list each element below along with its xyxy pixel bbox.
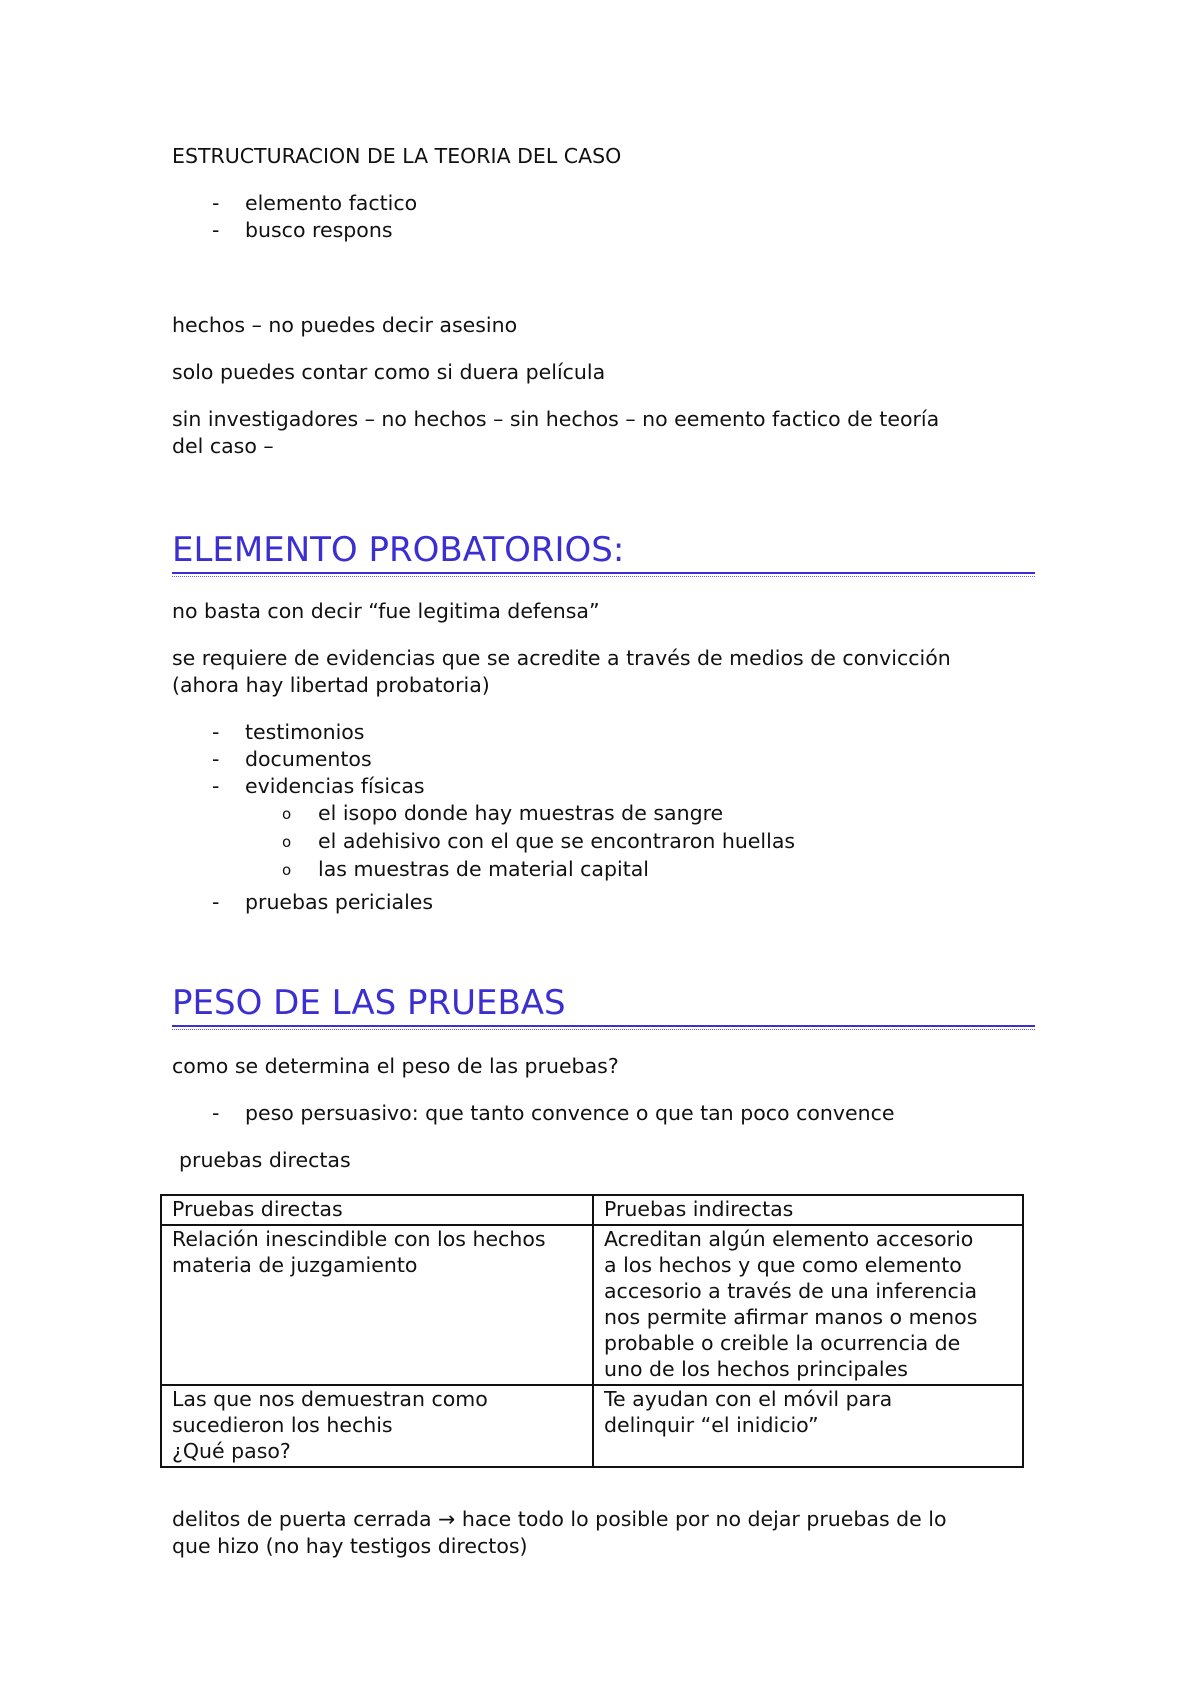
list-item: documentos xyxy=(245,747,372,771)
paragraph: solo puedes contar como si duera película xyxy=(172,360,606,384)
comparison-table xyxy=(160,1194,1024,1468)
list-dash: - xyxy=(212,218,220,242)
list-item: busco respons xyxy=(245,218,393,242)
table-cell xyxy=(593,1385,1023,1467)
list-item: elemento factico xyxy=(245,191,418,215)
list-dash: - xyxy=(212,747,220,771)
table-header-row xyxy=(161,1195,1023,1225)
cell-line: materia de juzgamiento xyxy=(172,1253,418,1277)
cell-line: delinquir “el inidicio” xyxy=(604,1413,819,1437)
section-heading-peso: PESO DE LAS PRUEBAS xyxy=(172,983,1035,1027)
paragraph: hechos – no puedes decir asesino xyxy=(172,313,518,337)
paragraph-line: se requiere de evidencias que se acredite a través de medios de convicción xyxy=(172,646,951,670)
list-item: evidencias físicas xyxy=(245,774,425,798)
list-dash: - xyxy=(212,720,220,744)
section-heading-probatorios: ELEMENTO PROBATORIOS: xyxy=(172,530,1035,574)
paragraph-line: sin investigadores – no hechos – sin hechos – no eemento factico de teoría xyxy=(172,407,940,431)
table-cell xyxy=(593,1225,1023,1385)
sublist-item: las muestras de material capital xyxy=(318,857,649,881)
sublist-item: el adehisivo con el que se encontraron huellas xyxy=(318,829,796,853)
cell-line: uno de los hechos principales xyxy=(604,1357,908,1381)
sublist-bullet: o xyxy=(282,833,292,851)
cell-line: accesorio a través de una inferencia xyxy=(604,1279,978,1303)
cell-line: a los hechos y que como elemento xyxy=(604,1253,962,1277)
paragraph-line: delitos de puerta cerrada → hace todo lo posible por no dejar pruebas de lo xyxy=(172,1507,947,1531)
table-header-cell: Pruebas directas xyxy=(161,1195,593,1225)
list-item: peso persuasivo: que tanto convence o que tan poco convence xyxy=(245,1101,895,1125)
table-cell xyxy=(161,1385,593,1467)
cell-line: Las que nos demuestran como xyxy=(172,1387,488,1411)
table-row xyxy=(161,1385,1023,1467)
list-dash: - xyxy=(212,890,220,914)
paragraph-line: que hizo (no hay testigos directos) xyxy=(172,1534,528,1558)
list-dash: - xyxy=(212,191,220,215)
list-dash: - xyxy=(212,774,220,798)
table-row xyxy=(161,1225,1023,1385)
table-header-cell: Pruebas indirectas xyxy=(593,1195,1023,1225)
cell-line: probable o creible la ocurrencia de xyxy=(604,1331,961,1355)
table-caption: pruebas directas xyxy=(179,1148,351,1172)
sublist-item: el isopo donde hay muestras de sangre xyxy=(318,801,724,825)
paragraph-line: del caso – xyxy=(172,434,274,458)
cell-line: ¿Qué paso? xyxy=(172,1439,291,1463)
paragraph: como se determina el peso de las pruebas? xyxy=(172,1054,619,1078)
list-item: testimonios xyxy=(245,720,365,744)
paragraph-line: (ahora hay libertad probatoria) xyxy=(172,673,490,697)
cell-line: nos permite afirmar manos o menos xyxy=(604,1305,978,1329)
sublist-bullet: o xyxy=(282,861,292,879)
sublist-bullet: o xyxy=(282,805,292,823)
table-cell xyxy=(161,1225,593,1385)
cell-line: sucedieron los hechis xyxy=(172,1413,393,1437)
paragraph: no basta con decir “fue legitima defensa” xyxy=(172,599,600,623)
cell-line: Te ayudan con el móvil para xyxy=(604,1387,893,1411)
cell-line: Acreditan algún elemento accesorio xyxy=(604,1227,974,1251)
list-dash: - xyxy=(212,1101,220,1125)
document-title: ESTRUCTURACION DE LA TEORIA DEL CASO xyxy=(172,144,622,168)
list-item: pruebas periciales xyxy=(245,890,434,914)
cell-line: Relación inescindible con los hechos xyxy=(172,1227,546,1251)
